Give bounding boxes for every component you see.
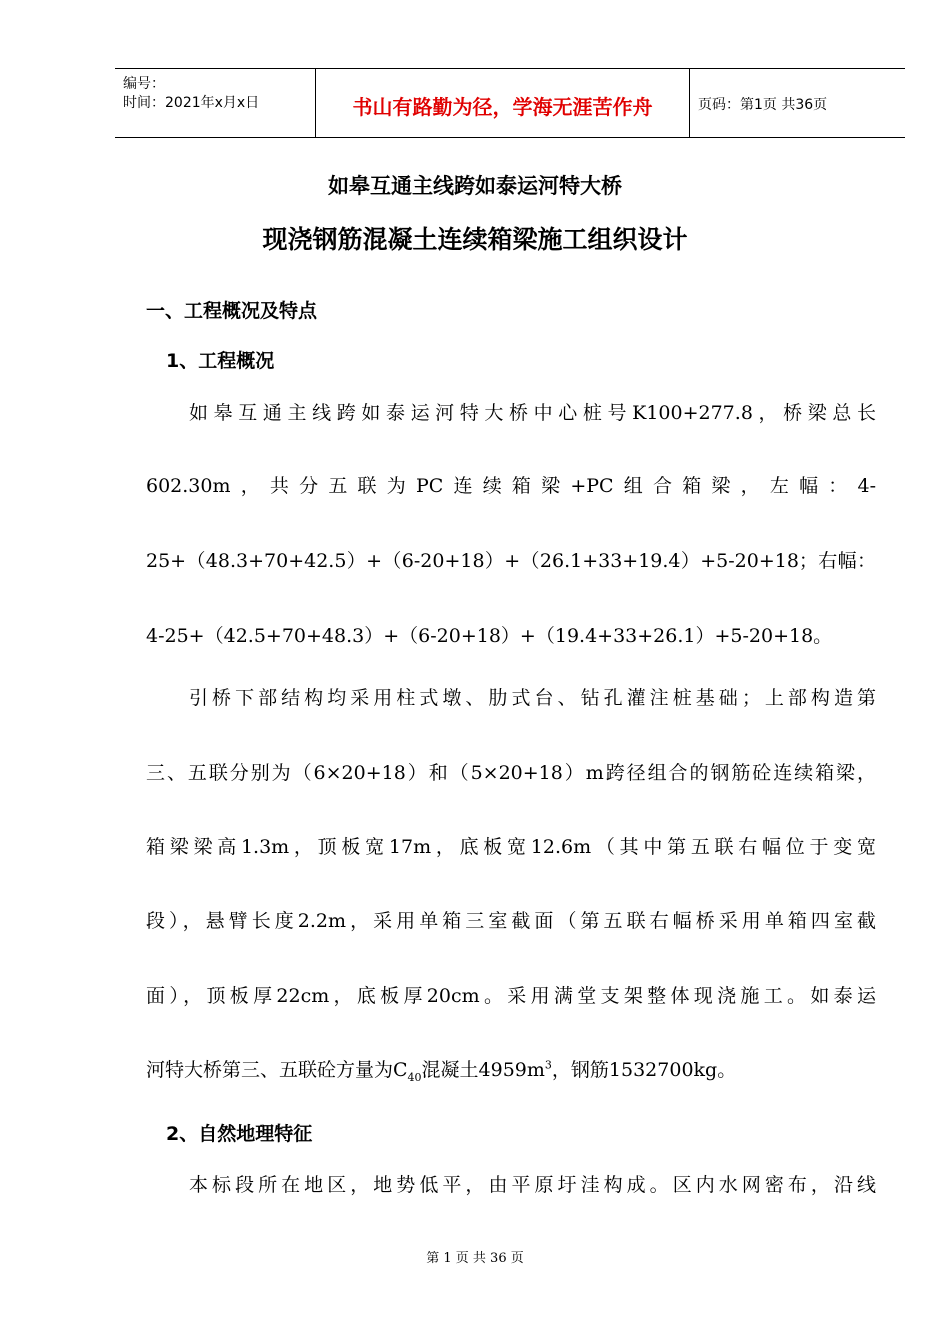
section-heading-overview: 一、工程概况及特点 (146, 300, 318, 322)
header-meta-cell (115, 69, 316, 137)
paragraph-line: 引桥下部结构均采用柱式墩、肋式台、钻孔灌注桩基础；上部构造第 (189, 687, 876, 709)
header-page-info: 页码：第1页 共36页 (698, 97, 828, 113)
paragraph-line: 如皋互通主线跨如泰运河特大桥中心桩号K100+277.8，桥梁总长 (189, 402, 876, 424)
paragraph-line: 本标段所在地区，地势低平，由平原圩洼构成。区内水网密布，沿线 (189, 1174, 876, 1196)
paragraph-line: 三、五联分别为（6×20+18）和（5×20+18）m跨径组合的钢筋砼连续箱梁， (146, 762, 876, 784)
subsection-heading-project-overview: 1、工程概况 (166, 350, 275, 372)
paragraph-line: 25+（48.3+70+42.5）+（6-20+18）+（26.1+33+19.4）+5-20+18；右幅： (146, 550, 876, 572)
paragraph-line: 4-25+（42.5+70+48.3）+（6-20+18）+（19.4+33+26.1）+5-20+18。 (146, 625, 833, 647)
paragraph-line: 箱梁梁高1.3m，顶板宽17m，底板宽12.6m（其中第五联右幅位于变宽 (146, 836, 876, 858)
line-text: 河特大桥第三、五联砼方量为C (146, 1059, 408, 1081)
document-title-line1: 如皋互通主线跨如泰运河特大桥 (328, 174, 622, 198)
document-number-label: 编号： (123, 76, 165, 92)
line-text: 混凝土4959m (421, 1059, 545, 1081)
paragraph-line: 602.30m，共分五联为PC连续箱梁+PC组合箱梁，左幅：4- (146, 475, 876, 497)
paragraph-line (146, 1055, 876, 1084)
document-header (115, 68, 905, 138)
header-motto: 书山有路勤为径，学海无涯苦作舟 (352, 95, 653, 119)
line-text: ，钢筋1532700kg。 (551, 1059, 737, 1081)
document-time-label: 时间：2021年x月x日 (123, 95, 260, 111)
document-title-line2: 现浇钢筋混凝土连续箱梁施工组织设计 (262, 225, 688, 254)
header-page-cell (690, 69, 905, 137)
subsection-heading-natural-geography: 2、自然地理特征 (166, 1123, 313, 1145)
subscript-text: 40 (407, 1070, 422, 1084)
page-footer: 第 1 页 共 36 页 (426, 1251, 524, 1266)
paragraph-line: 面），顶板厚22cm，底板厚20cm。采用满堂支架整体现浇施工。如泰运 (146, 985, 876, 1007)
header-motto-cell (316, 69, 690, 137)
paragraph-line: 段），悬臂长度2.2m，采用单箱三室截面（第五联右幅桥采用单箱四室截 (146, 910, 876, 932)
superscript-text: 3 (544, 1058, 552, 1072)
